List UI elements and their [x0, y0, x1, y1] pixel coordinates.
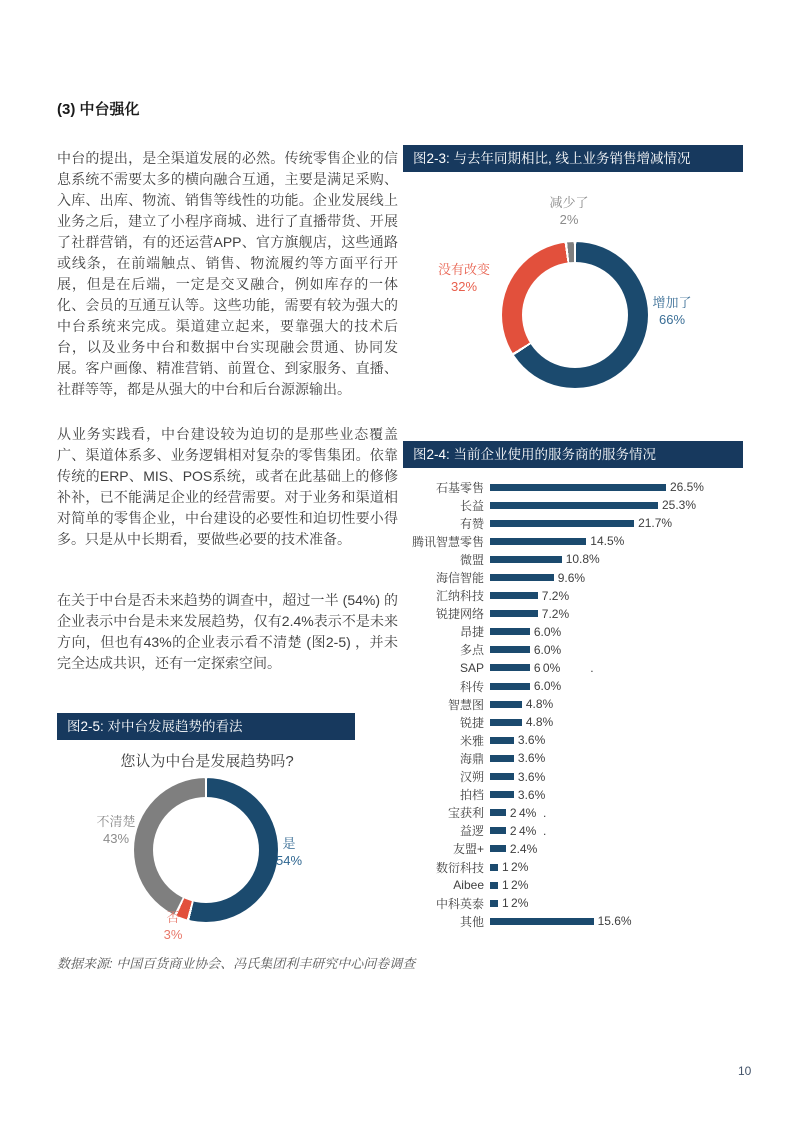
bar	[490, 864, 498, 871]
bar-value-label: 3.6%	[517, 769, 546, 784]
figure-2-5-question: 您认为中台是发展趋势吗?	[120, 753, 294, 770]
bar	[490, 918, 594, 925]
bar	[490, 484, 666, 491]
page-number: 10	[738, 1064, 752, 1078]
bar-category-label: 长益	[459, 498, 484, 513]
bar-value-label: 21.7%	[638, 516, 673, 531]
figure-2-3-title-bar	[403, 145, 743, 172]
bar-category-label: 中科英泰	[435, 896, 484, 911]
segment-percent: 43%	[102, 831, 130, 846]
segment-percent: 32%	[450, 279, 478, 294]
bar	[490, 827, 506, 834]
bar-category-label: 昂捷	[459, 625, 484, 640]
segment-percent: 2%	[559, 212, 579, 227]
bar-value-label: 10.8%	[565, 552, 600, 567]
segment-label-increase	[640, 294, 704, 328]
body-paragraph-3: 在关于中台是否未来趋势的调查中，超过一半 (54%) 的企业表示中台是未来发展趋势，仅有2.4%表示不是未来方向，但也有43%的企业表示看不清楚 (图2-5) ，并未完全达成共识，还有一定探索空间。	[57, 592, 398, 671]
bar-value-label: 3.6%	[517, 733, 546, 748]
bar	[490, 664, 530, 671]
bar-value-label: 26.5%	[669, 480, 704, 495]
segment-percent: 66%	[658, 312, 686, 327]
bar	[490, 520, 634, 527]
data-source-note: 数据来源: 中国百货商业协会、冯氏集团利丰研究中心问卷调查	[57, 956, 416, 971]
bar-category-label: 海信智能	[435, 571, 484, 586]
bar-category-label: 汉朔	[459, 770, 484, 785]
figure-2-3-title: 图2-3: 与去年同期相比, 线上业务销售增减情况	[413, 151, 691, 166]
bar-category-label: 锐捷	[459, 715, 484, 730]
bar-category-label: 海鼎	[459, 751, 484, 766]
bar	[490, 574, 554, 581]
bar-value-label: 6.0%	[533, 642, 562, 657]
body-paragraph-2: 从业务实践看，中台建设较为迫切的是那些业态覆盖广、渠道体系多、业务逻辑相对复杂的零售集团。依靠传统的ERP、MIS、POS系统，或者在此基础上的修修补补，已不能满足企业的经营需要。对于业务和渠道相对简单的零售企业，中台建设的必要性和迫切性要小得多。只是从中长期看，要做些必要的技术准备。	[57, 426, 398, 547]
bar-value-label: 14.5%	[590, 534, 625, 549]
bar-category-label: 锐捷网络	[435, 607, 484, 622]
bar	[490, 900, 498, 907]
bar	[490, 556, 562, 563]
bar-category-label: 米雅	[459, 733, 484, 748]
bar-row	[403, 677, 778, 695]
bar	[490, 845, 506, 852]
bar-category-label: 多点	[459, 643, 484, 658]
bar-value-label: 2.4%	[509, 841, 538, 856]
bar-category-label: 石基零售	[435, 480, 484, 495]
segment-name: 没有改变	[437, 262, 490, 277]
figure-2-4-title-bar	[403, 441, 743, 468]
bar-category-label: 益逻	[459, 824, 484, 839]
bar-row	[403, 731, 778, 749]
bar-row	[403, 550, 778, 568]
bar-row	[403, 713, 778, 731]
segment-name: 是	[282, 836, 296, 851]
bar-row	[403, 641, 778, 659]
bar-row	[403, 749, 778, 767]
bar-value-label: 2 4% .	[509, 805, 547, 820]
bar	[490, 683, 530, 690]
figure-2-5-title-bar	[57, 713, 355, 740]
bar-category-label: 科传	[459, 679, 484, 694]
segment-name: 增加了	[652, 295, 692, 310]
bar	[490, 773, 514, 780]
bar-row	[403, 496, 778, 514]
segment-name: 减少了	[549, 195, 589, 210]
bar-category-label: 数衍科技	[435, 860, 484, 875]
bar-row	[403, 478, 778, 496]
bar	[490, 502, 658, 509]
segment-label-unclear	[84, 813, 148, 847]
bar	[490, 610, 538, 617]
segment-label-no	[146, 909, 200, 943]
bar-value-label: 2 4% .	[509, 823, 547, 838]
bar	[490, 646, 530, 653]
bar-category-label: Aibee	[453, 878, 484, 893]
bar-category-label: 友盟+	[452, 842, 484, 857]
bar-row	[403, 587, 778, 605]
bar-row	[403, 876, 778, 894]
bar-value-label: 4.8%	[525, 697, 554, 712]
body-paragraph-1: 中台的提出，是全渠道发展的必然。传统零售企业的信息系统不需要太多的横向融合互通，主要是满足采购、入库、出库、物流、销售等线性的功能。企业发展线上业务之后，建立了小程序商城、进行了直播带货、开展了社群营销，有的还运营APP、官方旗舰店，这些通路或线条，在前端触点、销售、物流履约等方面平行开展，但是在后端，一定是交叉融合，例如库存的一体化、会员的互通互认等。这些功能，需要有较为强大的中台系统来完成。渠道建立起来，要靠强大的技术后台，以及业务中台和数据中台实现融会贯通、协同发展。客户画像、精准营销、前置仓、到家服务、直播、社群等等，都是从强大的中台和后台源源输出。	[57, 150, 398, 397]
bar-category-label: SAP	[459, 660, 484, 675]
bar-value-label: 7.2%	[541, 588, 570, 603]
bar-value-label: 7.2%	[541, 606, 570, 621]
bar-row	[403, 605, 778, 623]
bar-row	[403, 514, 778, 532]
bar-value-label: 3.6%	[517, 751, 546, 766]
bar-category-label: 其他	[459, 914, 484, 929]
bar-row	[403, 858, 778, 876]
bar-value-label: 6.0%	[533, 679, 562, 694]
bar-category-label: 微盟	[459, 552, 484, 567]
bar-value-label: 4.8%	[525, 715, 554, 730]
bar-row	[403, 623, 778, 641]
figure-2-3-donut-chart	[502, 242, 648, 388]
segment-name: 不清楚	[96, 814, 136, 829]
segment-percent: 54%	[275, 853, 303, 868]
segment-name: 否	[166, 910, 180, 925]
figure-2-4-title: 图2-4: 当前企业使用的服务商的服务情况	[413, 447, 657, 462]
bar-row	[403, 894, 778, 912]
bar-category-label: 汇纳科技	[435, 589, 484, 604]
bar-value-label: 1 2%	[501, 860, 529, 875]
bar-row	[403, 804, 778, 822]
bar	[490, 719, 522, 726]
bar	[490, 737, 514, 744]
bar	[490, 701, 522, 708]
bar	[490, 592, 538, 599]
bar-category-label: 腾讯智慧零售	[411, 534, 484, 549]
bar-category-label: 有赞	[459, 516, 484, 531]
segment-label-decrease	[533, 194, 605, 228]
bar	[490, 882, 498, 889]
bar-value-label: 6 0% .	[533, 660, 594, 675]
bar-row	[403, 568, 778, 586]
bar-row	[403, 695, 778, 713]
figure-2-5-donut-chart	[134, 778, 278, 922]
segment-label-no-change	[428, 261, 500, 295]
bar-row	[403, 840, 778, 858]
bar-value-label: 15.6%	[597, 914, 632, 929]
bar-value-label: 3.6%	[517, 787, 546, 802]
figure-2-4-bar-chart	[403, 478, 778, 930]
bar-value-label: 9.6%	[557, 570, 586, 585]
figure-2-5-title: 图2-5: 对中台发展趋势的看法	[67, 719, 243, 734]
segment-label-yes	[261, 835, 317, 869]
bar	[490, 755, 514, 762]
bar-row	[403, 659, 778, 677]
bar-row	[403, 786, 778, 804]
bar-row	[403, 822, 778, 840]
segment-percent: 3%	[163, 927, 183, 942]
bar-value-label: 25.3%	[661, 498, 697, 513]
bar-value-label: 6.0%	[533, 624, 562, 639]
section-heading: (3) 中台强化	[57, 101, 140, 118]
bar-row	[403, 532, 778, 550]
bar-category-label: 智慧图	[447, 697, 484, 712]
bar-category-label: 宝获利	[447, 806, 484, 821]
bar-row	[403, 912, 778, 930]
bar-row	[403, 768, 778, 786]
bar-category-label: 拍档	[459, 788, 484, 803]
bar-value-label: 1 2%	[501, 896, 529, 911]
bar	[490, 791, 514, 798]
bar	[490, 628, 530, 635]
bar-value-label: 1 2%	[501, 878, 529, 893]
bar	[490, 538, 586, 545]
bar	[490, 809, 506, 816]
